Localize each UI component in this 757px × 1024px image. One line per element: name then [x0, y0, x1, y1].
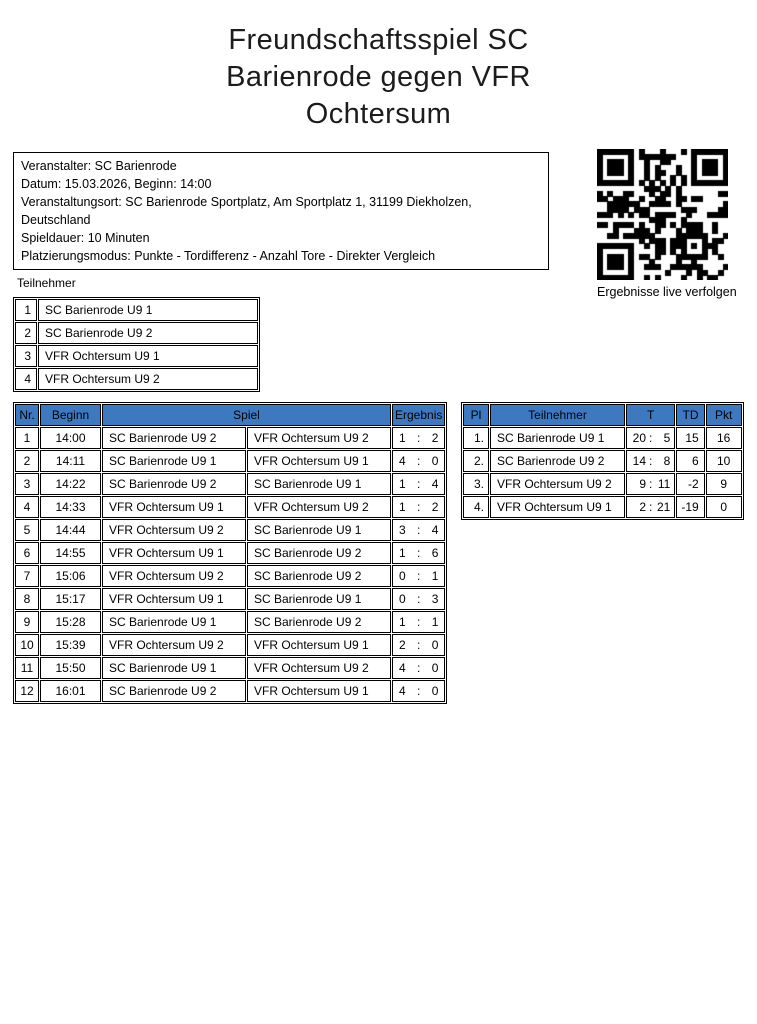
goals-against: 8	[663, 454, 671, 468]
score-box	[399, 592, 438, 606]
participant-number: 3	[15, 345, 37, 367]
match-score	[392, 611, 445, 633]
standings-goals	[626, 473, 675, 495]
match-row	[15, 588, 445, 610]
standings-row	[463, 450, 742, 472]
match-away-team: SC Barienrode U9 2	[247, 611, 391, 633]
standings-team-name: SC Barienrode U9 2	[490, 450, 625, 472]
participant-row	[15, 322, 258, 344]
score-away: 0	[431, 661, 439, 675]
match-number: 10	[15, 634, 39, 656]
standings-header-tore: T	[626, 404, 675, 426]
standings-points: 16	[706, 427, 742, 449]
match-row	[15, 611, 445, 633]
participant-row	[15, 368, 258, 390]
match-score	[392, 496, 445, 518]
match-away-team: SC Barienrode U9 2	[247, 542, 391, 564]
match-away-team: VFR Ochtersum U9 1	[247, 680, 391, 702]
score-box	[399, 638, 438, 652]
standings-table	[461, 402, 744, 520]
score-home: 1	[399, 477, 406, 491]
score-away: 0	[431, 638, 439, 652]
participant-name: SC Barienrode U9 2	[38, 322, 258, 344]
standings-goal-difference: 6	[676, 450, 704, 472]
match-row	[15, 657, 445, 679]
match-home-team: VFR Ochtersum U9 1	[102, 588, 246, 610]
score-separator: :	[417, 523, 421, 537]
match-row	[15, 519, 445, 541]
score-box	[399, 569, 438, 583]
match-row	[15, 496, 445, 518]
qr-section	[597, 149, 737, 299]
goals-box	[631, 477, 670, 491]
match-time: 16:01	[40, 680, 101, 702]
match-home-team: VFR Ochtersum U9 1	[102, 542, 246, 564]
standings-place: 4.	[463, 496, 489, 518]
match-score	[392, 427, 445, 449]
score-home: 4	[399, 454, 406, 468]
standings-place: 3.	[463, 473, 489, 495]
match-score	[392, 542, 445, 564]
match-number: 11	[15, 657, 39, 679]
score-home: 4	[399, 661, 406, 675]
match-time: 14:00	[40, 427, 101, 449]
standings-points: 10	[706, 450, 742, 472]
goals-box	[631, 500, 670, 514]
participant-number: 1	[15, 299, 37, 321]
standings-header-row	[463, 404, 742, 426]
standings-row	[463, 473, 742, 495]
match-score	[392, 473, 445, 495]
match-away-team: SC Barienrode U9 1	[247, 519, 391, 541]
score-away: 2	[431, 431, 439, 445]
score-home: 1	[399, 546, 406, 560]
score-separator: :	[417, 546, 421, 560]
score-home: 1	[399, 615, 406, 629]
match-score	[392, 657, 445, 679]
match-score	[392, 588, 445, 610]
score-home: 3	[399, 523, 406, 537]
match-score	[392, 519, 445, 541]
goals-separator: :	[649, 500, 653, 514]
match-row	[15, 427, 445, 449]
match-score	[392, 634, 445, 656]
match-number: 7	[15, 565, 39, 587]
goals-for: 2	[639, 500, 646, 514]
match-time: 14:22	[40, 473, 101, 495]
standings-points: 9	[706, 473, 742, 495]
goals-against: 5	[663, 431, 671, 445]
score-away: 3	[431, 592, 439, 606]
schedule-table	[13, 402, 447, 704]
info-line: Veranstalter: SC Barienrode	[21, 159, 177, 173]
match-away-team: VFR Ochtersum U9 2	[247, 496, 391, 518]
info-line: Spieldauer: 10 Minuten	[21, 231, 150, 245]
match-time: 14:33	[40, 496, 101, 518]
match-number: 5	[15, 519, 39, 541]
match-home-team: VFR Ochtersum U9 2	[102, 634, 246, 656]
match-time: 15:17	[40, 588, 101, 610]
schedule-header-beginn: Beginn	[40, 404, 101, 426]
score-box	[399, 615, 438, 629]
match-away-team: VFR Ochtersum U9 2	[247, 657, 391, 679]
match-number: 12	[15, 680, 39, 702]
participant-name: SC Barienrode U9 1	[38, 299, 258, 321]
info-line: Veranstaltungsort: SC Barienrode Sportplatz, Am Sportplatz 1, 31199 Diekholzen, Deutschland	[21, 195, 472, 227]
match-home-team: SC Barienrode U9 2	[102, 427, 246, 449]
match-away-team: VFR Ochtersum U9 1	[247, 450, 391, 472]
info-line: Platzierungsmodus: Punkte - Tordifferenz - Anzahl Tore - Direkter Vergleich	[21, 249, 436, 263]
participant-name: VFR Ochtersum U9 2	[38, 368, 258, 390]
page-title	[0, 22, 757, 133]
title-line: Ochtersum	[305, 98, 452, 130]
goals-box	[631, 454, 670, 468]
standings-goals	[626, 450, 675, 472]
schedule-header-spiel: Spiel	[102, 404, 391, 426]
score-away: 1	[431, 569, 439, 583]
score-box	[399, 477, 438, 491]
match-away-team: SC Barienrode U9 2	[247, 565, 391, 587]
score-separator: :	[417, 684, 421, 698]
goals-separator: :	[649, 431, 653, 445]
standings-goal-difference: -19	[676, 496, 704, 518]
match-away-team: SC Barienrode U9 1	[247, 473, 391, 495]
score-box	[399, 431, 438, 445]
qr-code	[597, 149, 728, 280]
goals-for: 20	[632, 431, 646, 445]
score-box	[399, 546, 438, 560]
goals-box	[631, 431, 670, 445]
match-home-team: SC Barienrode U9 1	[102, 611, 246, 633]
standings-row	[463, 427, 742, 449]
standings-team-name: VFR Ochtersum U9 2	[490, 473, 625, 495]
goals-against: 11	[657, 477, 671, 491]
match-away-team: SC Barienrode U9 1	[247, 588, 391, 610]
match-number: 8	[15, 588, 39, 610]
score-box	[399, 661, 438, 675]
participant-number: 2	[15, 322, 37, 344]
match-time: 15:06	[40, 565, 101, 587]
score-away: 0	[431, 454, 439, 468]
score-home: 0	[399, 569, 406, 583]
match-row	[15, 542, 445, 564]
schedule-header-row	[15, 404, 445, 426]
match-number: 6	[15, 542, 39, 564]
standings-header-teilnehmer: Teilnehmer	[490, 404, 625, 426]
score-away: 1	[431, 615, 439, 629]
score-home: 1	[399, 500, 406, 514]
standings-points: 0	[706, 496, 742, 518]
match-number: 3	[15, 473, 39, 495]
title-line: Freundschaftsspiel SC	[228, 24, 529, 56]
standings-row	[463, 496, 742, 518]
participant-row	[15, 299, 258, 321]
standings-goal-difference: -2	[676, 473, 704, 495]
match-number: 2	[15, 450, 39, 472]
match-home-team: VFR Ochtersum U9 2	[102, 519, 246, 541]
match-time: 14:55	[40, 542, 101, 564]
score-box	[399, 523, 438, 537]
standings-goal-difference: 15	[676, 427, 704, 449]
score-separator: :	[417, 431, 421, 445]
participants-label: Teilnehmer	[17, 276, 76, 290]
match-time: 15:28	[40, 611, 101, 633]
goals-separator: :	[649, 477, 653, 491]
standings-team-name: SC Barienrode U9 1	[490, 427, 625, 449]
standings-place: 2.	[463, 450, 489, 472]
standings-header-pl: Pl	[463, 404, 489, 426]
goals-against: 21	[656, 500, 671, 514]
goals-separator: :	[649, 454, 653, 468]
goals-for: 14	[632, 454, 646, 468]
standings-goals	[626, 496, 675, 518]
score-home: 0	[399, 592, 406, 606]
match-number: 9	[15, 611, 39, 633]
score-home: 1	[399, 431, 406, 445]
schedule-header-nr: Nr.	[15, 404, 39, 426]
standings-team-name: VFR Ochtersum U9 1	[490, 496, 625, 518]
score-home: 2	[399, 638, 406, 652]
match-home-team: SC Barienrode U9 2	[102, 473, 246, 495]
match-score	[392, 450, 445, 472]
standings-place: 1.	[463, 427, 489, 449]
match-score	[392, 565, 445, 587]
standings-goals	[626, 427, 675, 449]
score-away: 0	[431, 684, 439, 698]
standings-header-punkte: Pkt	[706, 404, 742, 426]
score-separator: :	[417, 569, 421, 583]
qr-caption: Ergebnisse live verfolgen	[597, 285, 737, 299]
score-box	[399, 500, 438, 514]
score-separator: :	[417, 454, 421, 468]
score-away: 4	[431, 477, 439, 491]
goals-for: 9	[639, 477, 646, 491]
match-score	[392, 680, 445, 702]
score-box	[399, 684, 438, 698]
score-separator: :	[417, 592, 421, 606]
match-home-team: SC Barienrode U9 1	[102, 657, 246, 679]
schedule-header-ergebnis: Ergebnis	[392, 404, 445, 426]
score-separator: :	[417, 615, 421, 629]
score-home: 4	[399, 684, 406, 698]
match-row	[15, 680, 445, 702]
participant-name: VFR Ochtersum U9 1	[38, 345, 258, 367]
match-time: 15:50	[40, 657, 101, 679]
match-row	[15, 473, 445, 495]
score-away: 4	[431, 523, 439, 537]
score-away: 6	[431, 546, 439, 560]
match-away-team: VFR Ochtersum U9 2	[247, 427, 391, 449]
event-info-box	[13, 152, 549, 270]
match-home-team: VFR Ochtersum U9 2	[102, 565, 246, 587]
match-number: 1	[15, 427, 39, 449]
match-home-team: SC Barienrode U9 2	[102, 680, 246, 702]
match-row	[15, 565, 445, 587]
info-line: Datum: 15.03.2026, Beginn: 14:00	[21, 177, 212, 191]
score-separator: :	[417, 477, 421, 491]
match-home-team: VFR Ochtersum U9 1	[102, 496, 246, 518]
match-row	[15, 450, 445, 472]
match-time: 14:44	[40, 519, 101, 541]
match-home-team: SC Barienrode U9 1	[102, 450, 246, 472]
participant-row	[15, 345, 258, 367]
participant-number: 4	[15, 368, 37, 390]
match-row	[15, 634, 445, 656]
match-number: 4	[15, 496, 39, 518]
match-away-team: VFR Ochtersum U9 1	[247, 634, 391, 656]
score-separator: :	[417, 661, 421, 675]
score-separator: :	[417, 638, 421, 652]
match-time: 14:11	[40, 450, 101, 472]
standings-header-tordifferenz: TD	[676, 404, 704, 426]
score-separator: :	[417, 500, 421, 514]
score-box	[399, 454, 438, 468]
match-time: 15:39	[40, 634, 101, 656]
score-away: 2	[431, 500, 439, 514]
title-line: Barienrode gegen VFR	[226, 61, 531, 93]
participants-table	[13, 297, 260, 392]
